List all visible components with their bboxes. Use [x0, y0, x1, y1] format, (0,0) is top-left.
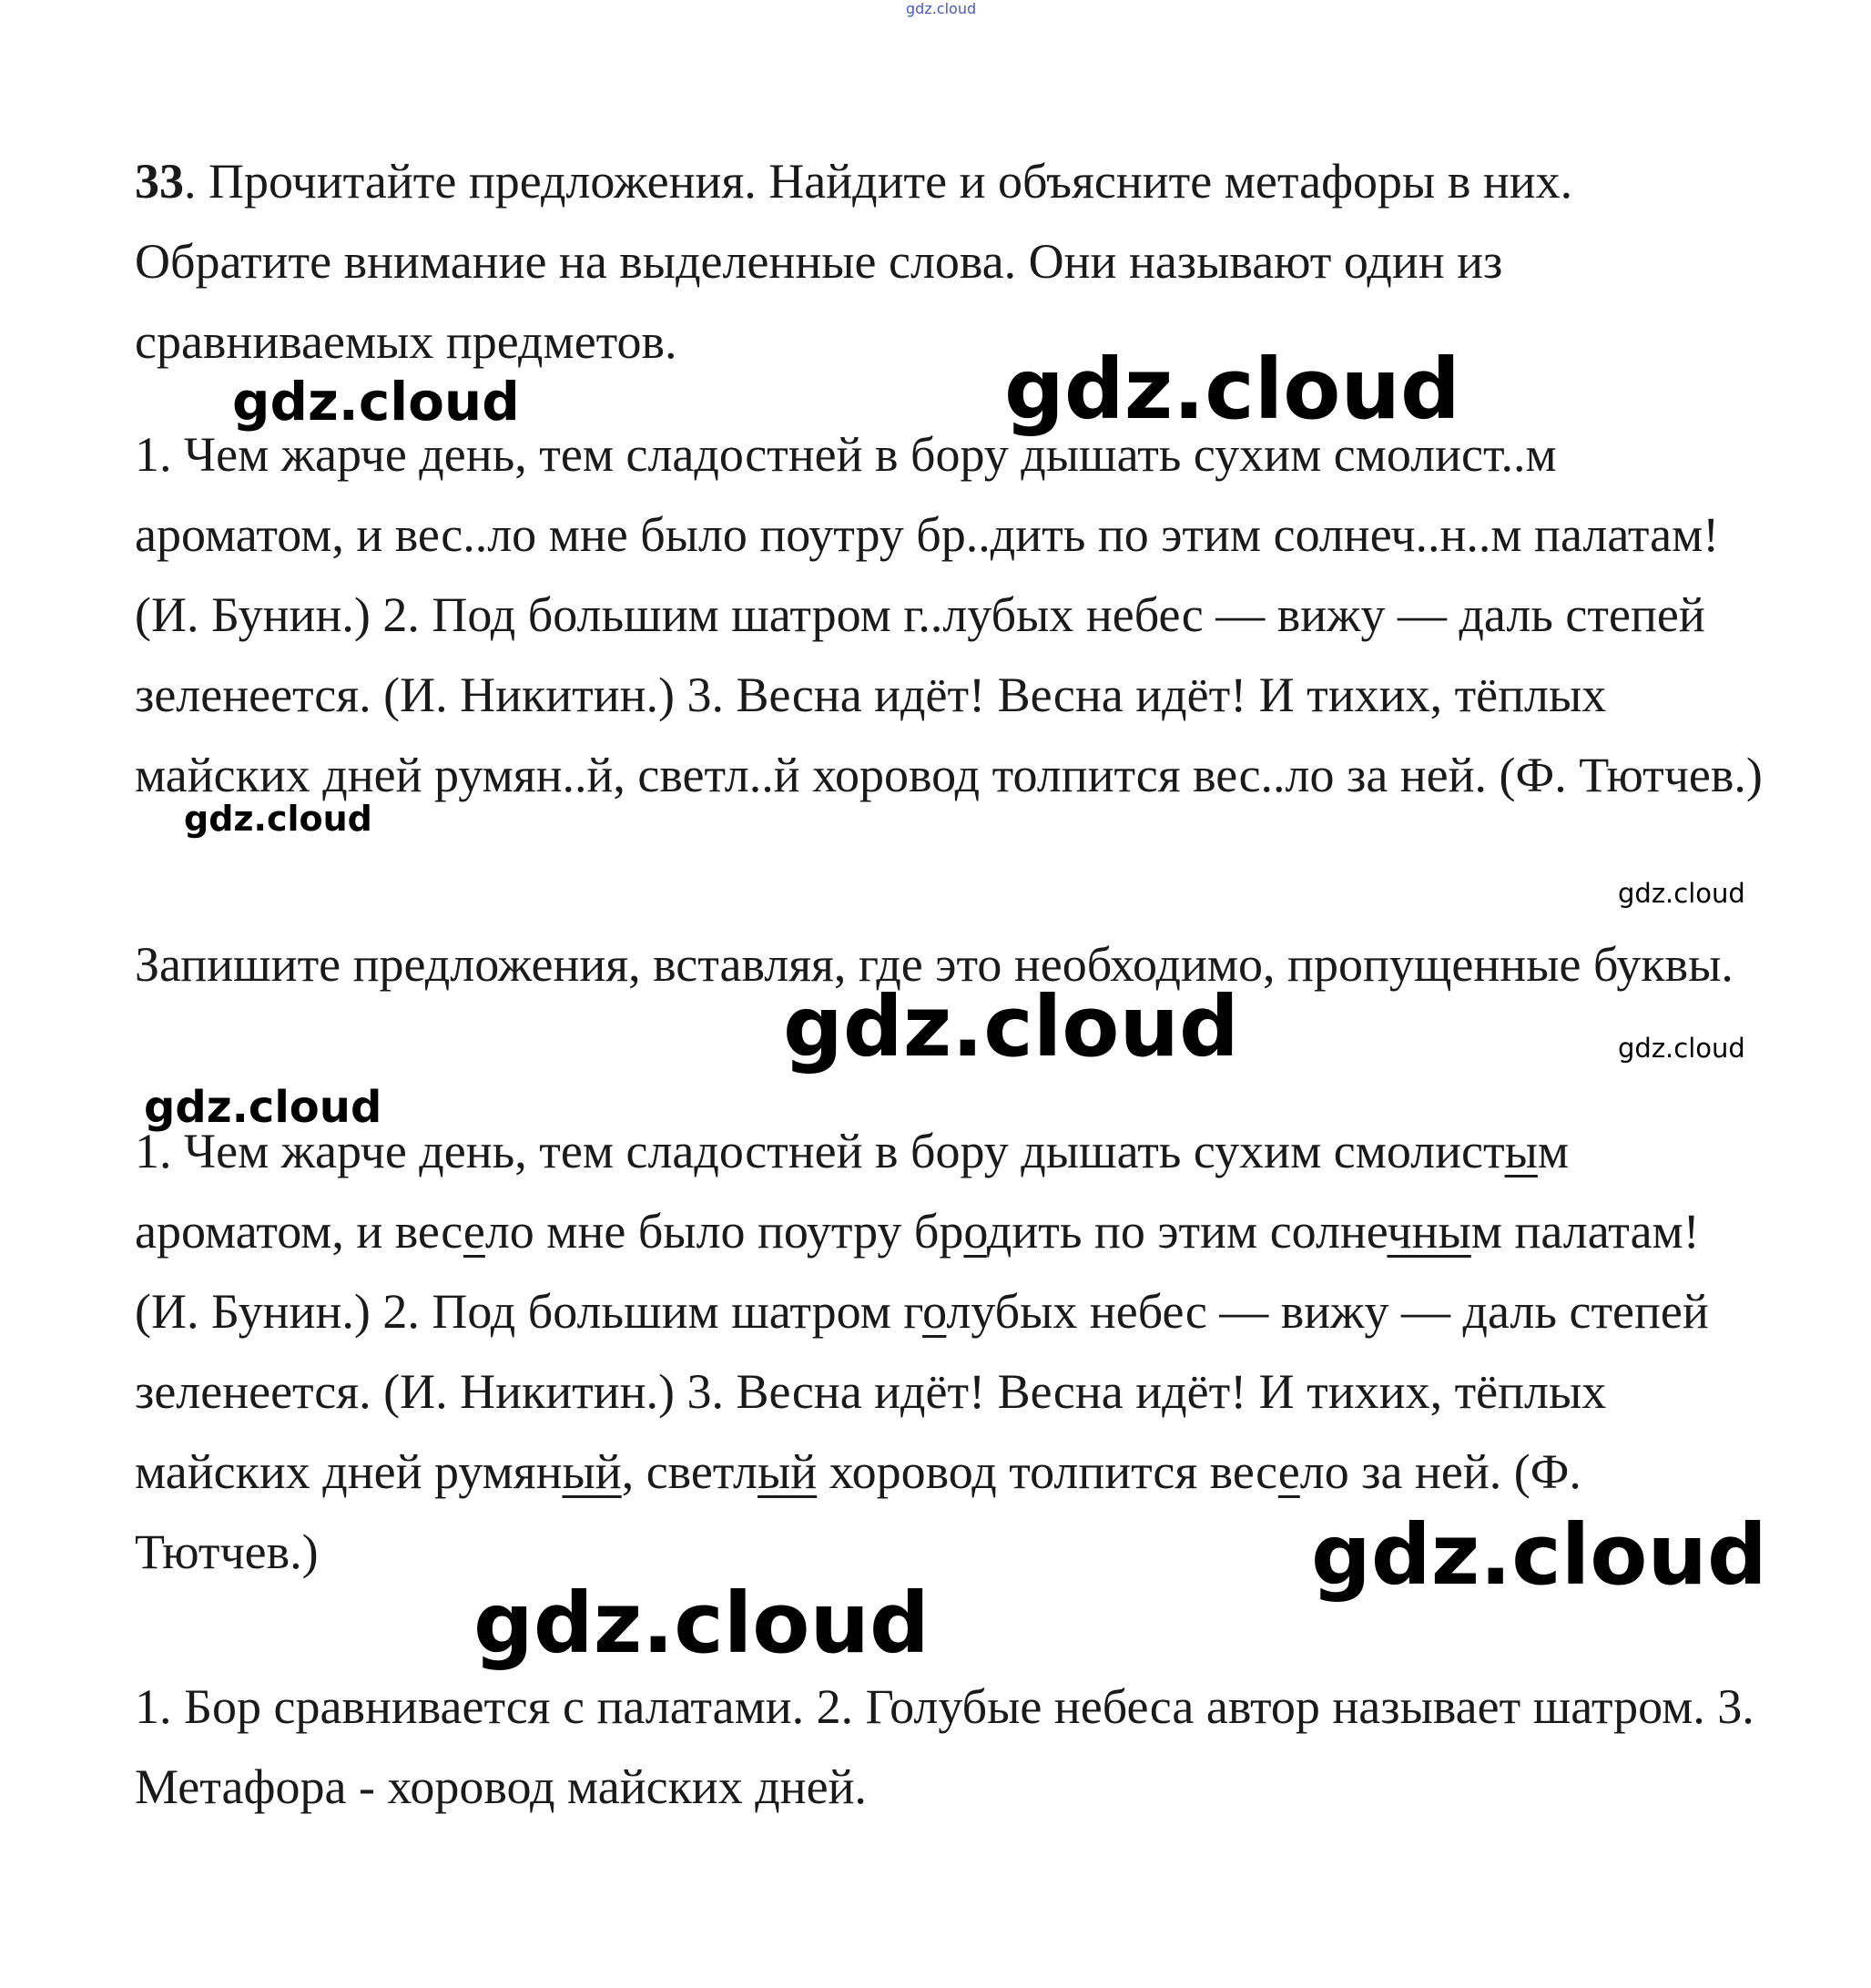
inserted-letter: е: [1277, 1444, 1300, 1499]
watermark: gdz.cloud: [783, 978, 1239, 1076]
inserted-letter: чны: [1387, 1204, 1471, 1259]
watermark: gdz.cloud: [906, 0, 977, 17]
watermark: gdz.cloud: [1618, 878, 1745, 909]
watermark: gdz.cloud: [144, 1082, 382, 1133]
watermark: gdz.cloud: [184, 799, 372, 839]
inserted-letter: о: [922, 1284, 947, 1339]
answer-fragment: дить по этим солне: [986, 1204, 1388, 1259]
watermark: gdz.cloud: [1004, 341, 1460, 438]
source-text: [135, 414, 1774, 815]
task-text: . Прочитайте предложения. Найдите и объясните метафоры в них. Обратите внимание на выделенные слова. Они называют один из сравниваемых предметов.: [135, 154, 1573, 369]
task-number: 33: [135, 154, 184, 209]
explanation-paragraph: 1. Бор сравнивается с палатами. 2. Голубые небеса автор называет шатром. 3. Метафора - хоровод майских дней.: [135, 1679, 1754, 1814]
watermark: gdz.cloud: [232, 371, 520, 433]
answer-fragment: , светл: [621, 1444, 758, 1499]
inserted-letter: е: [463, 1204, 485, 1259]
inserted-letter: о: [963, 1204, 987, 1259]
watermark: gdz.cloud: [1311, 1506, 1767, 1604]
explanation: [135, 1667, 1774, 1827]
answer-fragment: м ароматом, и вес: [135, 1124, 1570, 1259]
inserted-letter: ы: [1504, 1124, 1538, 1178]
source-paragraph: 1. Чем жарче день, тем сладостней в бору дышать сухим смолист..м ароматом, и вес..ло мне было поутру бр..дить по этим солнеч..н..м палатам! (И. Бунин.) 2. Под большим шатром г..лубых небес — вижу — даль степей зеленеется. (И. Никитин.) 3. Весна идёт! Весна идёт! И тихих, тёплых майских дней румян..й, светл..й хоровод толпится вес..ло за ней. (Ф. Тютчев.): [135, 427, 1763, 802]
instruction-paragraph: Запишите предложения, вставляя, где это необходимо, пропущенные буквы.: [135, 937, 1734, 992]
answer-fragment: лубых небес — вижу — даль степей зеленеется. (И. Никитин.) 3. Весна идёт! Весна идёт! И тихих, тёплых майских дней румян: [135, 1284, 1709, 1499]
answer-fragment: ло за ней. (Ф. Тютчев.): [135, 1444, 1581, 1579]
answer-fragment: м палатам! (И. Бунин.) 2. Под большим шатром г: [135, 1204, 1700, 1339]
task-statement: [135, 141, 1774, 382]
watermark: gdz.cloud: [473, 1575, 930, 1672]
inserted-letter: ый: [562, 1444, 622, 1499]
watermark: gdz.cloud: [1618, 1033, 1745, 1064]
inserted-letter: ый: [758, 1444, 818, 1499]
answer-fragment: хоровод толпится вес: [817, 1444, 1278, 1499]
answer-fragment: ло мне было поутру бр: [484, 1204, 964, 1259]
answer-fragment: 1. Чем жарче день, тем сладостней в бору дышать сухим смолист: [135, 1124, 1505, 1178]
